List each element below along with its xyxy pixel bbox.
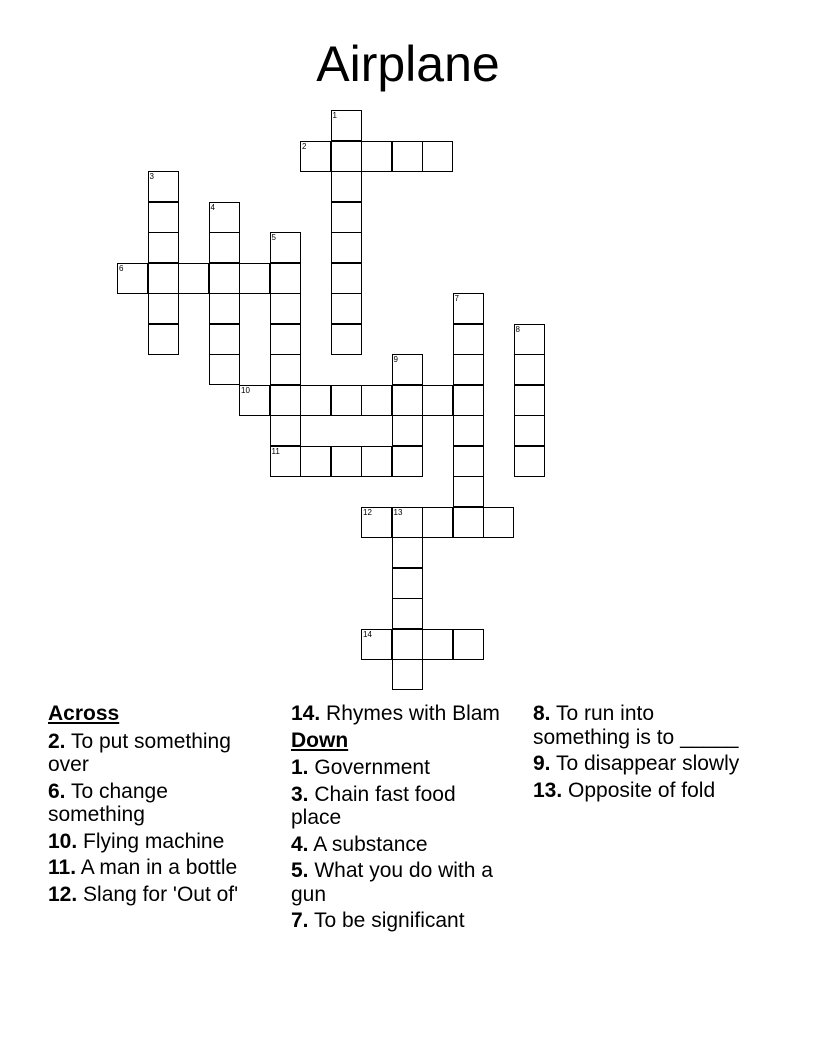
grid-cell[interactable] [422,507,453,538]
grid-cell[interactable] [331,232,362,263]
cell-number: 10 [241,385,250,395]
cell-number: 14 [363,629,372,639]
grid-cell[interactable] [422,385,453,416]
clue-text: Chain fast food place [291,782,456,829]
grid-cell[interactable] [331,171,362,202]
clue-text: To put something over [48,729,231,776]
grid-cell[interactable] [331,263,362,294]
puzzle-title: Airplane [316,36,500,92]
across-heading: Across [48,702,120,725]
clue-column-3 [533,702,753,805]
clue-text: Rhymes with Blam [326,702,500,725]
clue-number: 7. [291,909,309,932]
clue-number: 4. [291,832,309,856]
grid-cell[interactable] [270,354,301,385]
grid-cell[interactable] [270,385,301,416]
grid-cell[interactable] [453,507,484,538]
grid-cell[interactable] [270,446,301,477]
clue-text: To change something [48,779,168,826]
grid-cell[interactable] [453,476,484,507]
cell-number: 3 [149,172,154,181]
grid-cell[interactable] [392,385,423,416]
cell-number: 8 [515,324,520,334]
clue-across-2 [48,730,268,777]
grid-cell[interactable] [331,110,362,141]
grid-cell[interactable] [331,385,362,416]
cell-number: 1 [332,111,337,120]
clue-down-13 [533,779,753,803]
grid-cell[interactable] [453,446,484,477]
grid-cell[interactable] [422,141,453,172]
grid-cell[interactable] [392,568,423,599]
clue-text: Opposite of fold [568,778,716,802]
grid-cell[interactable] [178,263,209,294]
grid-cell[interactable] [331,446,362,477]
cell-number: 5 [271,233,276,242]
grid-cell[interactable] [392,354,423,385]
grid-cell[interactable] [392,415,423,446]
clue-down-5 [291,859,511,906]
grid-cell[interactable] [514,324,545,355]
grid-cell[interactable] [331,141,362,172]
grid-cell[interactable] [392,598,423,629]
grid-cell[interactable] [209,293,240,324]
clue-text: A substance [313,832,428,856]
grid-cell[interactable] [361,507,392,538]
grid-cell[interactable] [331,324,362,355]
clue-down-1 [291,756,511,780]
grid-cell[interactable] [422,629,453,660]
grid-cell[interactable] [270,293,301,324]
grid-cell[interactable] [209,263,240,294]
clue-down-9 [533,752,753,776]
grid-cell[interactable] [483,507,514,538]
grid-cell[interactable] [392,537,423,568]
grid-cell[interactable] [148,202,179,233]
clue-text: A man in a bottle [80,856,238,879]
grid-cell[interactable] [453,293,484,324]
clue-column-2 [291,702,511,936]
clue-number: 14. [291,702,321,725]
clue-down-8 [533,702,753,749]
grid-cell[interactable] [361,629,392,660]
grid-cell[interactable] [270,263,301,294]
clue-column-1 [48,702,268,909]
cell-number: 4 [210,202,215,212]
grid-cell[interactable] [239,385,270,416]
clue-across-10 [48,830,268,854]
clue-number: 1. [291,756,309,779]
grid-cell[interactable] [392,507,423,538]
grid-cell[interactable] [453,415,484,446]
grid-cell[interactable] [453,629,484,660]
clue-text: To run into something is to _____ [533,702,739,749]
grid-cell[interactable] [300,446,331,477]
cell-number: 6 [119,263,124,273]
grid-cell[interactable] [148,171,179,202]
grid-cell[interactable] [148,263,179,294]
grid-cell[interactable] [117,263,148,294]
cell-number: 7 [454,294,459,303]
grid-cell[interactable] [392,659,423,690]
clue-number: 9. [533,752,551,775]
grid-cell[interactable] [148,324,179,355]
grid-cell[interactable] [453,354,484,385]
grid-cell[interactable] [209,232,240,263]
grid-cell[interactable] [300,141,331,172]
clue-text: Slang for 'Out of' [83,882,239,906]
grid-cell[interactable] [392,141,423,172]
clue-number: 10. [48,829,78,853]
clue-number: 3. [291,782,309,806]
clue-number: 5. [291,859,309,882]
grid-cell[interactable] [514,415,545,446]
grid-cell[interactable] [209,324,240,355]
grid-cell[interactable] [361,141,392,172]
grid-cell[interactable] [148,293,179,324]
grid-cell[interactable] [270,324,301,355]
grid-cell[interactable] [331,293,362,324]
down-heading: Down [291,728,349,752]
grid-cell[interactable] [270,232,301,263]
clue-text: What you do with a gun [291,859,493,906]
grid-cell[interactable] [331,202,362,233]
clue-number: 12. [48,882,78,906]
grid-cell[interactable] [514,354,545,385]
clue-down-4 [291,833,511,857]
clue-text: Government [314,756,430,779]
grid-cell[interactable] [361,385,392,416]
cell-number: 9 [393,355,398,364]
clue-down-3 [291,783,511,830]
grid-cell[interactable] [300,385,331,416]
cell-number: 13 [393,507,403,517]
grid-cell[interactable] [453,324,484,355]
clue-number: 2. [48,729,66,753]
grid-cell[interactable] [209,354,240,385]
clue-across-12 [48,883,268,907]
grid-cell[interactable] [270,415,301,446]
clue-number: 6. [48,779,66,803]
grid-cell[interactable] [392,629,423,660]
grid-cell[interactable] [361,446,392,477]
grid-cell[interactable] [239,263,270,294]
clue-number: 13. [533,778,563,802]
clue-across-11 [48,856,268,880]
grid-cell[interactable] [514,446,545,477]
cell-number: 12 [363,507,372,517]
clue-text: To disappear slowly [555,752,740,775]
grid-cell[interactable] [453,385,484,416]
grid-cell[interactable] [148,232,179,263]
clue-down-7 [291,909,511,933]
grid-cell[interactable] [514,385,545,416]
clue-across-14 [291,702,511,726]
clue-across-6 [48,780,268,827]
clue-number: 8. [533,702,551,725]
clue-text: To be significant [313,909,465,932]
clue-number: 11. [48,856,77,879]
cell-number: 2 [302,141,307,151]
cell-number: 11 [271,446,280,456]
clue-text: Flying machine [83,829,225,853]
grid-cell[interactable] [392,446,423,477]
grid-cell[interactable] [209,202,240,233]
